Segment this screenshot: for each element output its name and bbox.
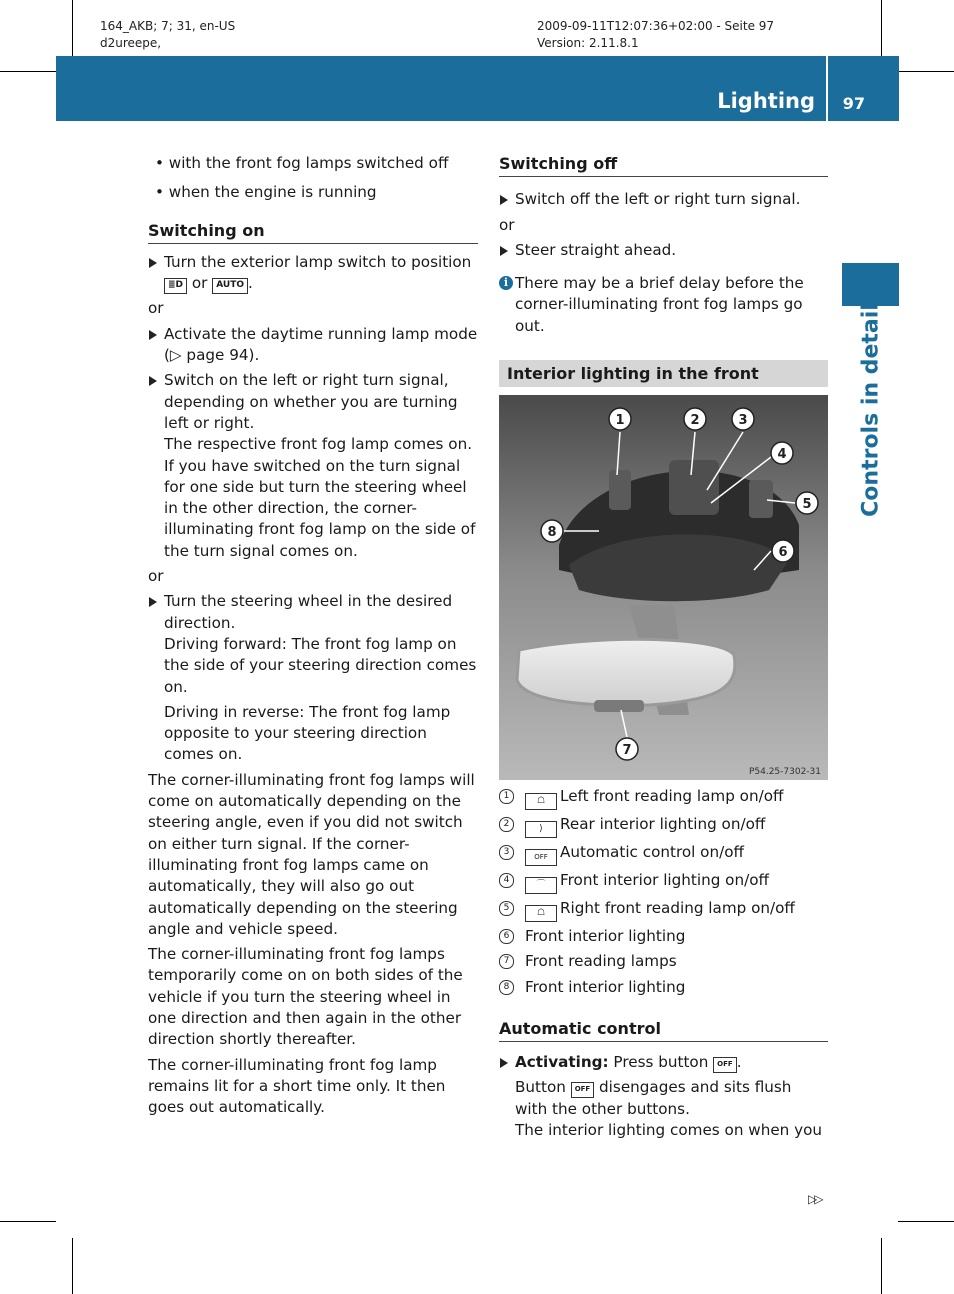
instruction-step [148,370,478,434]
callout-label: 8 [547,525,557,540]
step-result: The respective front fog lamp comes on. If you have switched on the turn signal for one side but turn the steering wheel in the other direction, the corner-illuminating front fog lamp on the side of the turn signal comes on. [164,435,476,560]
section-heading: Interior lighting in the front [499,360,828,387]
info-icon: i [499,276,513,290]
legend-number: 4 [499,873,514,888]
continue-marker: ▷▷ [808,1192,821,1206]
reading-lamp-left [609,470,631,510]
step-text: Press button [608,1053,714,1072]
crop-mark [881,0,882,56]
legend-number: 8 [499,980,514,995]
legend-number: 7 [499,954,514,969]
instruction-step: Turn the steering wheel in the desired direction. [148,591,478,634]
callout-label: 6 [778,545,788,560]
reading-lamp-icon: ☖ [525,905,557,922]
meta-line: Version: 2.11.8.1 [537,36,639,50]
heading-switching-on: Switching on [148,220,478,244]
legend-text: Front interior lighting [525,927,686,945]
result-text: disengages and sits flush with the other buttons. [515,1078,792,1118]
paragraph: The corner-illuminating front fog lamps temporarily come on on both sides of the vehicle if you turn the steering wheel in one direction and then again in the other direction shortly thereafter. [148,945,463,1049]
print-meta-left [100,18,235,52]
front-lighting-icon: ⌒ [525,877,557,894]
legend-item [499,977,828,998]
switch-panel [669,460,719,515]
auto-off-button-symbol: OFF [713,1057,737,1073]
step-result: Driving forward: The front fog lamp on the side of your steering direction comes on. [164,634,477,696]
period: . [736,1053,742,1072]
chapter-label-text: Controls in detail [858,303,884,517]
legend-text: Rear interior lighting on/off [560,815,766,833]
step-result: The interior lighting comes on when you [515,1121,823,1140]
auto-off-button-symbol: OFF [571,1082,595,1098]
heading-switching-off: Switching off [499,153,828,177]
auto-off-icon: OFF [525,849,557,866]
list-item: • with the front fog lamps switched off [155,154,449,172]
step-result: Driving in reverse: The front fog lamp opposite to your steering direction comes on. [164,702,451,764]
instruction-step: Switch off the left or right turn signal. [499,189,828,210]
legend-number: 2 [499,817,514,832]
callout-label: 4 [777,447,787,462]
mirror-lamps [594,700,644,712]
crop-mark [72,1238,73,1294]
chapter-tab [842,263,899,306]
legend-item [499,926,828,947]
callout-label: 5 [802,497,812,512]
step-text: Switch on the left or right turn signal, depending on whether you are turning left or right. [164,371,458,432]
headlamp-symbol: ≣D [164,278,187,294]
header-divider [826,56,828,121]
paragraph: The corner-illuminating front fog lamps will come on automatically depending on the steering angle, even if you did not switch on either turn signal. If the corner-illuminating front fog lamps came on automatically, they will also go out automatically depending on the steering angle and vehicle speed. [148,770,475,938]
heading-automatic-control: Automatic control [499,1018,828,1042]
reading-lamp-right [749,480,773,518]
section-title: Lighting [717,89,815,113]
instruction-step [148,252,478,295]
or-text: or [187,274,213,293]
legend-number: 6 [499,929,514,944]
legend-text: Automatic control on/off [560,843,744,861]
step-result [499,1077,828,1120]
rear-view-mirror [517,639,735,705]
right-column [499,141,828,337]
callout-label: 3 [738,413,748,428]
instruction-step: Activate the daytime running lamp mode (▷ page 94). [148,324,478,367]
legend-text: Right front reading lamp on/off [560,899,795,917]
legend-number: 5 [499,901,514,916]
auto-symbol: AUTO [212,278,248,294]
or-text: or [148,567,164,586]
print-meta-right [537,18,774,52]
section-interior [499,360,828,397]
chapter-label [846,303,896,517]
info-note [499,273,828,337]
legend-text: Front interior lighting [525,977,686,996]
callout-label: 7 [622,743,632,758]
instruction-step [499,1052,828,1073]
meta-line: d2ureepe, [100,36,162,50]
reading-lamp-icon: ☖ [525,793,557,810]
crop-mark [881,1238,882,1294]
legend-item [499,786,828,810]
legend-item [499,898,828,922]
or-text: or [499,215,515,234]
activating-label: Activating: [515,1053,609,1072]
list-item: • when the engine is running [155,183,377,202]
paragraph: The corner-illuminating front fog lamp remains lit for a short time only. It then goes out automatically. [148,1055,446,1117]
crop-mark [0,71,56,72]
crop-mark [72,0,73,56]
meta-line: 2009-09-11T12:07:36+02:00 - Seite 97 [537,19,775,33]
crop-mark [0,1221,56,1222]
period: . [248,274,253,293]
legend-number: 3 [499,845,514,860]
legend-number: 1 [499,789,514,804]
meta-line: 164_AKB; 7; 31, en-US [100,19,236,33]
legend-list [499,786,828,1145]
interior-lighting-photo [499,395,828,780]
legend-text: Front interior lighting on/off [560,871,769,889]
callout-label: 2 [690,413,700,428]
legend-item [499,870,828,894]
or-text: or [148,299,164,318]
legend-item [499,951,828,972]
rear-lighting-icon: ⟩ [525,821,557,838]
crop-mark [898,1221,954,1222]
legend-item [499,842,828,866]
photo-code: P54.25-7302-31 [748,767,821,777]
left-column [148,153,478,1118]
step-text: Turn the exterior lamp switch to position [164,252,472,271]
header-band [56,56,899,121]
instruction-step: Steer straight ahead. [499,240,828,261]
result-text: Button [515,1078,571,1097]
crop-mark [898,71,954,72]
callout-label: 1 [615,413,625,428]
page-number: 97 [842,94,865,113]
legend-item [499,814,828,838]
legend-text: Left front reading lamp on/off [560,787,784,805]
info-text: There may be a brief delay before the corner-illuminating front fog lamps go out. [515,274,804,335]
legend-text: Front reading lamps [525,952,677,971]
